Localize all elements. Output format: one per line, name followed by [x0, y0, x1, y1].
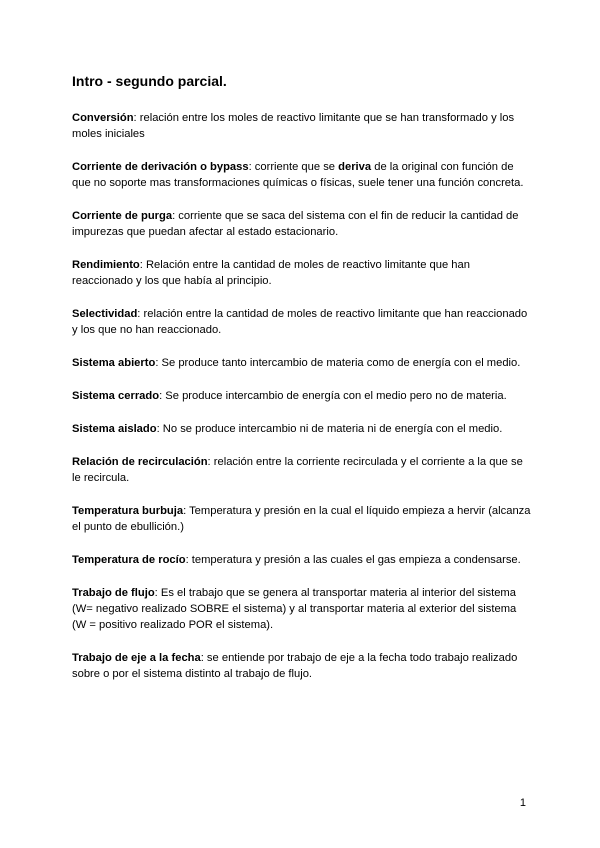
entry-term: Temperatura burbuja — [72, 505, 184, 517]
entry-term: Trabajo de eje a la fecha — [72, 652, 201, 664]
entry-term: Sistema abierto — [72, 357, 156, 369]
entry-corriente-purga — [72, 208, 532, 240]
entry-sistema-cerrado — [72, 388, 532, 404]
entry-term: Selectividad — [72, 308, 138, 320]
entry-definition: : relación entre los moles de reactivo limitante que se han transformado y los moles iniciales — [72, 112, 515, 140]
entry-definition: : temperatura y presión a las cuales el gas empieza a condensarse. — [185, 554, 521, 566]
entry-temperatura-burbuja — [72, 503, 532, 535]
entry-definition: : Se produce intercambio de energía con el medio pero no de materia. — [159, 390, 507, 402]
entry-conversion — [72, 110, 532, 142]
entry-term: Trabajo de flujo — [72, 587, 155, 599]
entry-definition: : corriente que se — [248, 161, 339, 173]
entry-trabajo-eje — [72, 650, 532, 682]
entry-definition: : Temperatura y presión en la cual el líquido empieza a hervir (alcanza el punto de ebullición.) — [72, 505, 531, 533]
entry-definition: : relación entre la corriente recirculada y el corriente a la que se le recircula. — [72, 456, 523, 484]
entry-sistema-aislado — [72, 421, 532, 437]
entry-term: Rendimiento — [72, 259, 140, 271]
entry-selectividad — [72, 306, 532, 338]
page-title: Intro - segundo parcial. — [72, 73, 227, 89]
entry-definition: : Se produce tanto intercambio de materia como de energía con el medio. — [155, 357, 521, 369]
entry-sistema-abierto — [72, 355, 532, 371]
page-number: 1 — [519, 797, 526, 809]
entry-bold-inline: deriva — [338, 161, 372, 173]
entry-definition: : corriente que se saca del sistema con el fin de reducir la cantidad de impurezas que puedan afectar al estado estacionario. — [72, 210, 519, 238]
entry-term: Temperatura de rocío — [72, 554, 186, 566]
entry-term: Sistema aislado — [72, 423, 157, 435]
entry-term: Conversión — [72, 112, 134, 124]
document-page — [72, 72, 532, 699]
entry-term: Corriente de derivación o bypass — [72, 161, 249, 173]
entry-corriente-derivacion — [72, 159, 532, 191]
entry-definition: : se entiende por trabajo de eje a la fecha todo trabajo realizado sobre o por el sistema distinto al trabajo de flujo. — [72, 652, 518, 680]
entry-definition: : No se produce intercambio ni de materia ni de energía con el medio. — [156, 423, 503, 435]
entry-definition: : relación entre la cantidad de moles de reactivo limitante que han reaccionado y los que no han reaccionado. — [72, 308, 528, 336]
entry-trabajo-flujo — [72, 585, 532, 633]
entry-rendimiento — [72, 257, 532, 289]
entry-term: Sistema cerrado — [72, 390, 160, 402]
entry-definition-continued: de la original con función de que no soporte mas transformaciones químicas o físicas, suele tener una función concreta. — [72, 161, 524, 189]
entry-temperatura-rocio — [72, 552, 532, 568]
entry-definition: : Es el trabajo que se genera al transportar materia al interior del sistema (W= negativo realizado SOBRE el sistema) y al transportar materia al exterior del sistema (W = positivo realizado POR el sistema). — [72, 587, 517, 631]
entry-relacion-recirculacion — [72, 454, 532, 486]
entry-term: Corriente de purga — [72, 210, 173, 222]
entry-definition: : Relación entre la cantidad de moles de reactivo limitante que han reaccionado y los que había al principio. — [72, 259, 470, 287]
entry-term: Relación de recirculación — [72, 456, 208, 468]
